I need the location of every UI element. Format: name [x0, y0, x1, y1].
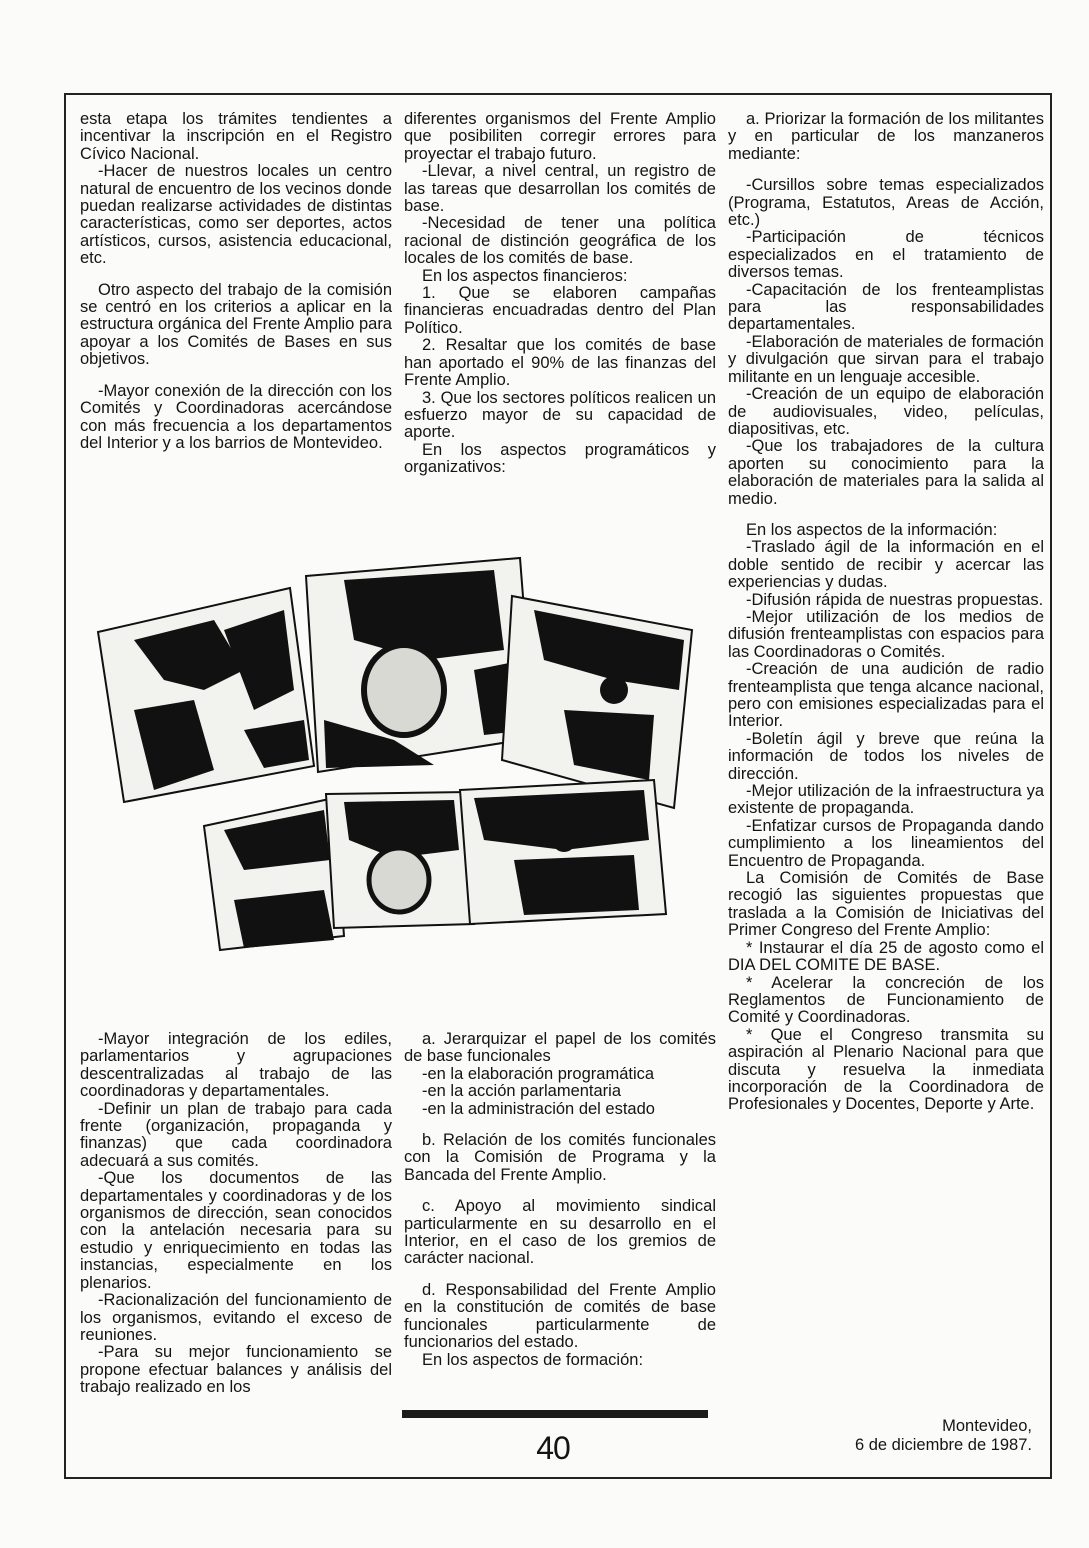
page-number: 40	[536, 1430, 570, 1466]
section-heading: En los aspectos de la información:	[746, 520, 998, 539]
paragraph: diferentes organismos del Frente Amplio que posibiliten corregir errores para proyectar el trabajo futuro.	[404, 110, 716, 163]
paragraph: -Necesidad de tener una política racional de distinción geográfica de los locales de los comités de base.	[404, 214, 716, 268]
portrait-bottom-left	[204, 798, 344, 950]
paragraph: -Hacer de nuestros locales un centro natural de encuentro de los vecinos donde puedan realizarse actividades de distintas características, como ser deportes, actos artísticos, cursos, asistencia educacional, etc.	[80, 162, 392, 268]
portrait-top-right	[502, 596, 692, 808]
paragraph: La Comisión de Comités de Base recogió las siguientes propuestas que traslada a la Comisión de Iniciativas del Primer Congreso del Frente Amplio:	[728, 869, 1044, 940]
list-item: d. Responsabilidad del Frente Amplio en la constitución de comités de base funcionales particularmente de funcionarios del estado.	[404, 1280, 716, 1352]
list-item: -en la elaboración programática	[422, 1064, 655, 1083]
list-item: -Boletín ágil y breve que reúna la información de todos los niveles de dirección.	[728, 729, 1044, 783]
list-item: -Participación de técnicos especializados en el tratamiento de diversos temas.	[728, 228, 1044, 282]
paragraph: -Para su mejor funcionamiento se propone efectuar balances y análisis del trabajo realizado en los	[80, 1343, 392, 1397]
list-item: -Mejor utilización de la infraestructura ya existente de propaganda.	[728, 782, 1044, 818]
section-heading: En los aspectos de formación:	[422, 1350, 644, 1369]
column-2-bottom	[404, 1031, 716, 1369]
section-heading: En los aspectos financieros:	[422, 266, 628, 285]
list-item: -Mejor utilización de los medios de difusión frenteamplistas con espacios para las Coordinadoras o Comités.	[728, 607, 1044, 661]
list-item: -Elaboración de materiales de formación y divulgación que sirvan para el trabajo militante en un lenguaje accesible.	[728, 332, 1044, 386]
signature-block	[740, 1417, 1032, 1455]
column-2-top	[404, 111, 716, 477]
portrait-bottom-right	[460, 780, 666, 924]
list-item: 2. Resaltar que los comités de base han aportado el 90% de las finanzas del Frente Amplio.	[404, 336, 716, 390]
column-1-top	[80, 111, 392, 452]
proposal-item: * Que el Congreso transmita su aspiración al Plenario Nacional para que discuta y resuelva la inmediata incorporación de la Coordinadora de Profesionales y Docentes, Deporte y Arte.	[728, 1025, 1044, 1114]
paragraph: -Mayor integración de los ediles, parlamentarios y agrupaciones descentralizadas al trabajo de las coordinadoras y departamentales.	[80, 1030, 392, 1101]
signature-date: 6 de diciembre de 1987.	[854, 1436, 1032, 1454]
list-item: -Enfatizar cursos de Propaganda dando cumplimiento a los lineamientos del Encuentro de Propaganda.	[728, 816, 1044, 870]
paragraph: -Definir un plan de trabajo para cada frente (organización, propaganda y finanzas) que cada coordinadora adecuará a sus comités.	[80, 1099, 392, 1170]
list-item: -en la administración del estado	[422, 1099, 655, 1118]
list-item: -Que los trabajadores de la cultura aporten su conocimiento para la elaboración de materiales para la salida al medio.	[728, 437, 1044, 508]
list-item: b. Relación de los comités funcionales con la Comisión de Programa y la Bancada del Frente Amplio.	[404, 1131, 716, 1184]
paragraph: -Llevar, a nivel central, un registro de las tareas que desarrollan los comités de base.	[404, 162, 716, 216]
column-3	[728, 111, 1044, 1114]
photo-collage	[94, 540, 700, 960]
list-item: c. Apoyo al movimiento sindical particularmente en su desarrollo en el Interior, en el caso de los gremios de carácter nacional.	[404, 1197, 716, 1268]
list-item: -en la acción parlamentaria	[422, 1082, 622, 1101]
list-item: -Creación de una audición de radio frenteamplista que tenga alcance nacional, pero con emisiones especializadas para el Interior.	[728, 660, 1044, 731]
list-item: -Traslado ágil de la información en el doble sentido de recibir y acercar las experiencias y dudas.	[728, 538, 1044, 592]
paragraph: esta etapa los trámites tendientes a incentivar la inscripción en el Registro Cívico Nacional.	[80, 110, 392, 163]
horizontal-rule	[402, 1410, 708, 1418]
paragraph: -Racionalización del funcionamiento de los organismos, evitando el exceso de reuniones.	[80, 1291, 392, 1344]
paragraph: -Mayor conexión de la dirección con los Comités y Coordinadoras acercándose con más frecuencia a los departamentos del Interior y a los barrios de Montevideo.	[80, 381, 392, 452]
list-item: -Creación de un equipo de elaboración de audiovisuales, video, películas, diapositivas, etc.	[728, 385, 1044, 438]
section-heading: En los aspectos programáticos y organizativos:	[404, 440, 716, 477]
paragraph: Otro aspecto del trabajo de la comisión se centró en los criterios a aplicar en la estructura orgánica del Frente Amplio para apoyar a los Comités de Bases en sus objetivos.	[80, 280, 392, 369]
list-item: -Difusión rápida de nuestras propuestas.	[746, 590, 1044, 609]
list-item: 3. Que los sectores políticos realicen un esfuerzo mayor de su capacidad de aporte.	[404, 388, 716, 442]
list-item: -Cursillos sobre temas especializados (Programa, Estatutos, Areas de Acción, etc.)	[728, 176, 1044, 230]
proposal-item: * Instaurar el día 25 de agosto como el DIA DEL COMITE DE BASE.	[728, 938, 1044, 975]
portrait-top-center	[306, 558, 534, 772]
list-item: 1. Que se elaboren campañas financieras encuadradas dentro del Plan Político.	[404, 284, 716, 337]
paragraph: -Que los documentos de las departamentales y coordinadoras y de los organismos de dirección, sean conocidos con la antelación necesaria para su estudio y enriquecimiento en todas las instancias, especialmente en los plenarios.	[80, 1169, 392, 1292]
signature-place: Montevideo,	[942, 1417, 1032, 1435]
portrait-top-left	[98, 588, 314, 802]
proposal-item: * Acelerar la concreción de los Reglamentos de Funcionamiento de Comité y Coordinadoras.	[728, 973, 1044, 1027]
column-1-bottom	[80, 1031, 392, 1397]
list-item: -Capacitación de los frenteamplistas para las responsabilidades departamentales.	[728, 280, 1044, 334]
list-item: a. Jerarquizar el papel de los comités de base funcionales	[404, 1030, 716, 1066]
portrait-bottom-center	[326, 792, 474, 928]
list-item: a. Priorizar la formación de los militantes y en particular de los manzaneros mediante:	[728, 110, 1044, 163]
